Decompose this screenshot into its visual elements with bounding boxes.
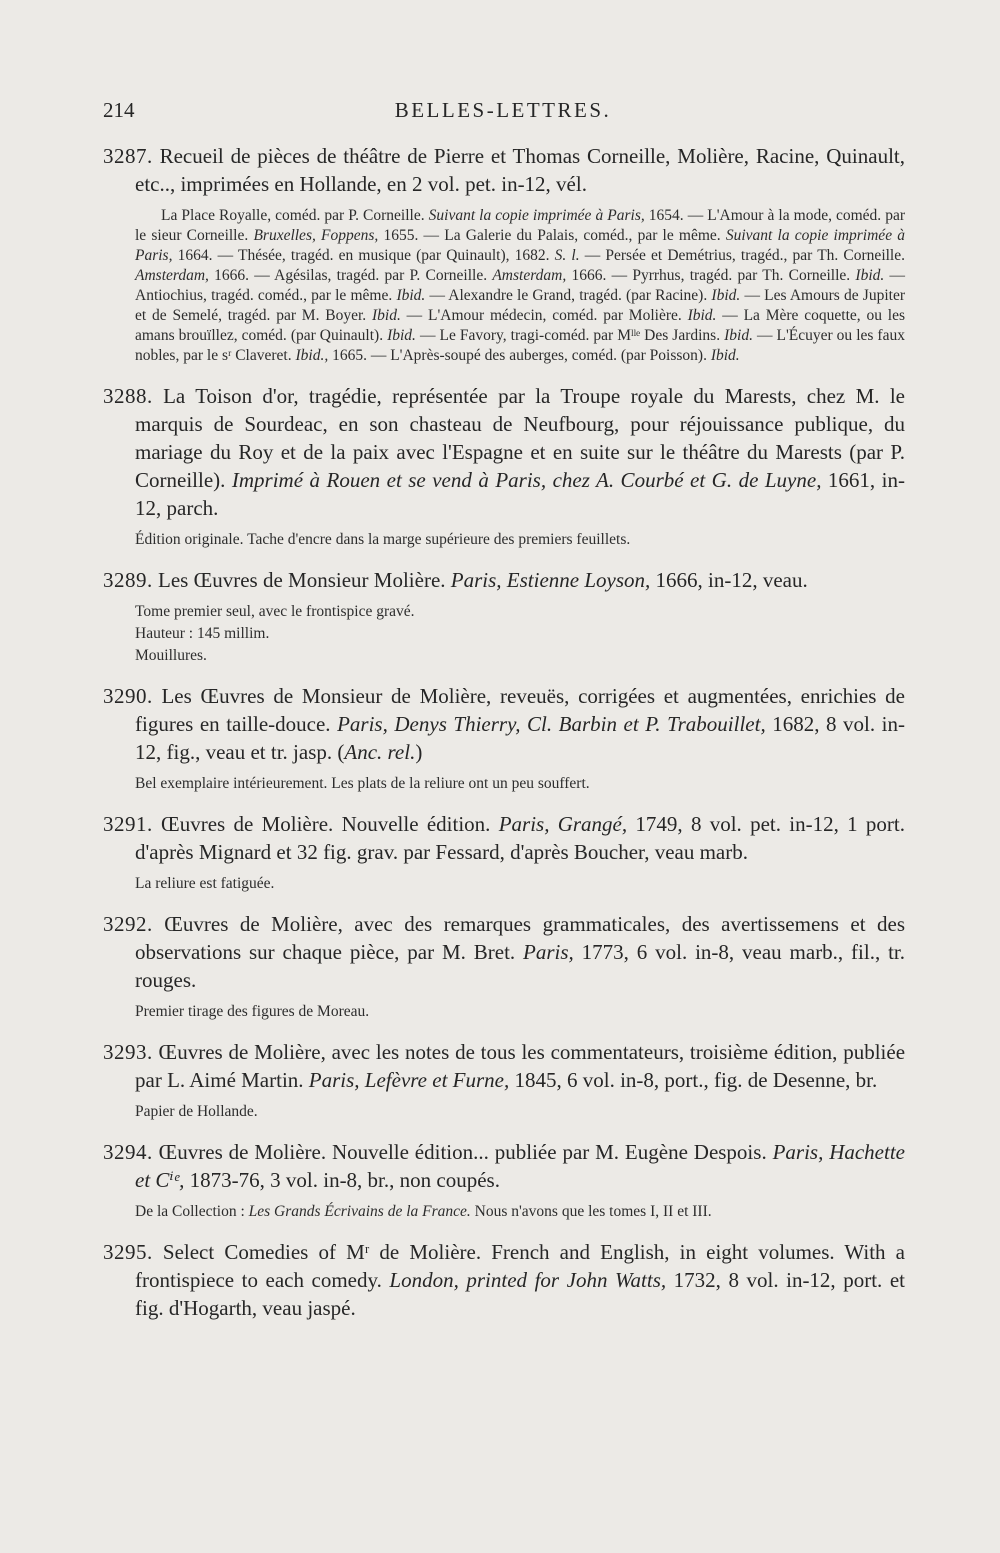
text-segment: 1665. — L'Après-soupé des auberges, coméd. (par Poisson).: [328, 347, 711, 364]
entry-description: [103, 810, 905, 866]
catalogue-entry: [103, 1138, 905, 1222]
text-segment: — L'Écuyer ou les faux nobles, par le sʳ Claveret.: [135, 327, 905, 364]
entry-description: [103, 142, 905, 198]
entry-description: [103, 1038, 905, 1094]
entry-number: 3293.: [103, 1040, 153, 1064]
catalogue-entry: [103, 142, 905, 366]
text-segment: La Place Royalle, coméd. par P. Corneille.: [161, 207, 429, 224]
entry-number: 3295.: [103, 1240, 153, 1264]
running-head: [103, 98, 903, 128]
running-title: BELLES-LETTRES.: [394, 98, 612, 122]
entry-number: 3294.: [103, 1140, 153, 1164]
entry-note: [135, 774, 905, 794]
text-segment: 1773, 6 vol. in-8, veau marb., fil., tr. rouges.: [135, 940, 905, 992]
text-segment: La Toison d'or, tragédie, représentée par la Troupe royale du Marests, chez M. le marquis de Sourdeac, en son chasteau de Neufbourg, pour réjouissance publique, du mariage du Roy et de la paix avec l'Espagne et en suite sur le théâtre du Marests (par P. Corneille).: [135, 384, 905, 492]
entry-note: [135, 1102, 905, 1122]
text-segment: Œuvres de Molière. Nouvelle édition.: [161, 812, 499, 836]
text-segment: 1845, 6 vol. in-8, port., fig. de Desenne, br.: [509, 1068, 878, 1092]
entry-note: [135, 1202, 905, 1222]
text-segment: 1682, 8 vol. in-12, fig., veau et tr. jasp. (: [135, 712, 905, 764]
text-segment: Bel exemplaire intérieurement. Les plats de la reliure ont un peu souffert.: [135, 775, 590, 792]
catalogue-entry: [103, 910, 905, 1022]
text-segment: Œuvres de Molière. Nouvelle édition... publiée par M. Eugène Despois.: [158, 1140, 773, 1164]
italic-segment: Ibid.: [711, 287, 741, 304]
catalogue-entry: [103, 810, 905, 894]
italic-segment: London, printed for John Watts,: [389, 1268, 667, 1292]
text-segment: 1666, in-12, veau.: [650, 568, 808, 592]
italic-segment: Paris,: [523, 940, 574, 964]
text-segment: Recueil de pièces de théâtre de Pierre et Thomas Corneille, Molière, Racine, Quinault, etc.., imprimées en Hollande, en 2 vol. pet. in-12, vél.: [135, 144, 906, 196]
text-segment: Les Œuvres de Monsieur Molière.: [158, 568, 451, 592]
text-segment: — Alexandre le Grand, tragéd. (par Racine).: [425, 287, 712, 304]
text-segment: 1655. — La Galerie du Palais, coméd., par le même.: [378, 227, 726, 244]
italic-segment: Paris, Grangé,: [498, 812, 628, 836]
text-segment: Tome premier seul, avec le frontispice gravé.: [135, 603, 415, 620]
entry-description: [103, 682, 905, 766]
text-segment: — La Mère coquette, ou les amans brouïllez, coméd. (par Quinault).: [135, 307, 905, 344]
text-segment: ): [415, 740, 423, 764]
italic-segment: Paris, Lefèvre et Furne,: [308, 1068, 510, 1092]
page-number: 214: [103, 98, 135, 122]
text-segment: De la Collection :: [135, 1203, 249, 1220]
text-segment: Nous n'avons que les tomes I, II et III.: [470, 1203, 712, 1220]
italic-segment: Anc. rel.: [344, 740, 416, 764]
text-segment: Œuvres de Molière, avec des remarques grammaticales, des avertissemens et des observations sur chaque pièce, par M. Bret.: [135, 912, 906, 964]
italic-segment: Suivant la copie imprimée à Paris,: [428, 207, 645, 224]
entry-note: [135, 602, 905, 622]
italic-segment: S. l.: [554, 247, 580, 264]
italic-segment: Ibid.: [855, 267, 885, 284]
text-segment: Premier tirage des figures de Moreau.: [135, 1003, 370, 1020]
entry-description: [103, 1138, 905, 1194]
italic-segment: Paris, Estienne Loyson,: [450, 568, 651, 592]
italic-segment: Suivant la copie imprimée à Paris,: [135, 227, 906, 264]
entry-note: [135, 530, 905, 550]
text-segment: Select Comedies of Mʳ de Molière. French and English, in eight volumes. With a frontispiece to each comedy.: [135, 1240, 906, 1292]
text-segment: 1654. — L'Amour à la mode, coméd. par le sieur Corneille.: [135, 207, 906, 244]
text-segment: 1749, 8 vol. pet. in-12, 1 port. d'après Mignard et 32 fig. grav. par Fessard, d'après Boucher, veau marb.: [135, 812, 905, 864]
catalogue-entry: [103, 682, 905, 794]
entry-note: [135, 624, 905, 644]
text-segment: 1873-76, 3 vol. in-8, br., non coupés.: [184, 1168, 500, 1192]
italic-segment: Amsterdam,: [492, 267, 567, 284]
catalogue-entry: [103, 1238, 905, 1322]
text-segment: 1666. — Agésilas, tragéd. par P. Corneille.: [208, 267, 493, 284]
text-segment: 1661, in-12, parch.: [135, 468, 905, 520]
entry-description: [103, 382, 905, 522]
entry-description: [103, 1238, 905, 1322]
italic-segment: Paris, Hachette et Cⁱᵉ,: [135, 1140, 905, 1192]
entry-number: 3287.: [103, 144, 153, 168]
italic-segment: Paris, Denys Thierry, Cl. Barbin et P. Trabouillet,: [337, 712, 766, 736]
italic-segment: Les Grands Écrivains de la France.: [248, 1203, 471, 1220]
entry-number: 3292.: [103, 912, 153, 936]
entry-description: [103, 566, 905, 594]
text-segment: 1664. — Thésée, tragéd. en musique (par Quinault), 1682.: [172, 247, 555, 264]
text-segment: Hauteur : 145 millim.: [135, 625, 270, 642]
italic-segment: Ibid.: [724, 327, 753, 344]
text-segment: Mouillures.: [135, 647, 207, 664]
text-segment: Les Œuvres de Monsieur de Molière, reveuës, corrigées et augmentées, enrichies de figures en taille-douce.: [135, 684, 905, 736]
entry-number: 3290.: [103, 684, 153, 708]
text-segment: — L'Amour médecin, coméd. par Molière.: [400, 307, 688, 324]
entry-number: 3291.: [103, 812, 153, 836]
text-segment: — Persée et Demétrius, tragéd., par Th. Corneille.: [579, 247, 905, 264]
italic-segment: Ibid.: [687, 307, 717, 324]
entry-number: 3288.: [103, 384, 153, 408]
entry-note: [135, 646, 905, 666]
text-segment: 1666. — Pyrrhus, tragéd. par Th. Corneille.: [566, 267, 856, 284]
catalogue-entry: [103, 566, 905, 666]
italic-segment: Imprimé à Rouen et se vend à Paris, chez A. Courbé et G. de Luyne,: [231, 468, 822, 492]
text-segment: La reliure est fatiguée.: [135, 875, 275, 892]
catalogue-entry: [103, 382, 905, 550]
italic-segment: Ibid.,: [295, 347, 329, 364]
text-segment: — Antiochius, tragéd. coméd., par le même.: [135, 267, 906, 304]
italic-segment: Amsterdam,: [135, 267, 209, 284]
italic-segment: Ibid.: [387, 327, 416, 344]
catalogue-entries: [103, 142, 905, 1338]
text-segment: — Les Amours de Jupiter et de Semelé, tragéd. par M. Boyer.: [135, 287, 905, 324]
text-segment: Édition originale. Tache d'encre dans la marge supérieure des premiers feuillets.: [135, 531, 631, 548]
entry-note: [135, 1002, 905, 1022]
entry-number: 3289.: [103, 568, 153, 592]
italic-segment: Ibid.: [710, 347, 740, 364]
entry-description: [103, 910, 905, 994]
text-segment: Œuvres de Molière, avec les notes de tous les commentateurs, troisième édition, publiée par L. Aimé Martin.: [135, 1040, 906, 1092]
text-segment: — Le Favory, tragi-coméd. par Mˡˡᵉ Des Jardins.: [415, 327, 725, 344]
text-segment: 1732, 8 vol. in-12, port. et fig. d'Hogarth, veau jaspé.: [135, 1268, 905, 1320]
entry-note: [135, 206, 905, 366]
italic-segment: Ibid.: [396, 287, 426, 304]
entry-note: [135, 874, 905, 894]
italic-segment: Ibid.: [372, 307, 401, 324]
text-segment: Papier de Hollande.: [135, 1103, 258, 1120]
catalogue-entry: [103, 1038, 905, 1122]
italic-segment: Bruxelles, Foppens,: [253, 227, 379, 244]
